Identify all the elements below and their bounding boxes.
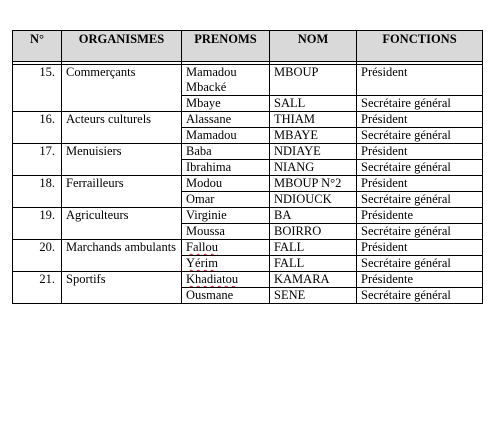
table-row xyxy=(13,240,483,256)
prenom-cell: Mamadou Mbacké xyxy=(182,65,270,96)
prenom-text: Yérim xyxy=(186,256,218,270)
prenom-cell: Mamadou xyxy=(182,128,270,144)
fonction-cell: Président xyxy=(357,65,483,96)
fonction-cell: Secrétaire général xyxy=(357,96,483,112)
nom-cell: MBAYE xyxy=(270,128,357,144)
fonction-cell: Secrétaire général xyxy=(357,160,483,176)
organisme-cell: Sportifs xyxy=(62,272,182,304)
table-row xyxy=(13,208,483,224)
prenom-cell xyxy=(182,256,270,272)
nom-cell: NDIAYE xyxy=(270,144,357,160)
nom-cell: NDIOUCK xyxy=(270,192,357,208)
prenom-cell: Modou xyxy=(182,176,270,192)
fonction-cell: Secrétaire général xyxy=(357,128,483,144)
nom-cell: FALL xyxy=(270,240,357,256)
prenom-cell: Omar xyxy=(182,192,270,208)
nom-cell: MBOUP N°2 xyxy=(270,176,357,192)
organisme-cell: Acteurs culturels xyxy=(62,112,182,144)
organisme-cell: Marchands ambulants xyxy=(62,240,182,272)
prenom-cell: Virginie xyxy=(182,208,270,224)
table-row xyxy=(13,272,483,288)
table-header xyxy=(13,31,483,62)
row-number: 21. xyxy=(13,272,62,304)
organisme-cell: Ferrailleurs xyxy=(62,176,182,208)
fonction-cell: Président xyxy=(357,240,483,256)
prenom-cell: Alassane xyxy=(182,112,270,128)
organisme-cell: Menuisiers xyxy=(62,144,182,176)
prenom-text: Khadiatou xyxy=(186,272,239,286)
row-number: 20. xyxy=(13,240,62,272)
prenom-cell: Mbaye xyxy=(182,96,270,112)
table-row xyxy=(13,144,483,160)
prenom-cell xyxy=(182,272,270,288)
nom-cell: THIAM xyxy=(270,112,357,128)
fonction-cell: Président xyxy=(357,112,483,128)
organisme-cell: Agriculteurs xyxy=(62,208,182,240)
nom-cell: FALL xyxy=(270,256,357,272)
fonction-cell: Présidente xyxy=(357,208,483,224)
fonction-cell: Présidente xyxy=(357,272,483,288)
header-organismes: ORGANISMES xyxy=(62,31,182,62)
prenom-cell xyxy=(182,240,270,256)
fonction-cell: Secrétaire général xyxy=(357,256,483,272)
organisme-cell: Commerçants xyxy=(62,65,182,112)
header-nom: NOM xyxy=(270,31,357,62)
header-row xyxy=(13,31,483,62)
table-body xyxy=(13,62,483,304)
nom-cell: SALL xyxy=(270,96,357,112)
prenom-cell: Moussa xyxy=(182,224,270,240)
table-row xyxy=(13,176,483,192)
fonction-cell: Président xyxy=(357,144,483,160)
nom-cell: KAMARA xyxy=(270,272,357,288)
nom-cell: BOIRRO xyxy=(270,224,357,240)
row-number: 18. xyxy=(13,176,62,208)
nom-cell: NIANG xyxy=(270,160,357,176)
prenom-text: Fallou xyxy=(186,240,218,254)
nom-cell: BA xyxy=(270,208,357,224)
row-number: 19. xyxy=(13,208,62,240)
header-fonctions: FONCTIONS xyxy=(357,31,483,62)
table-row xyxy=(13,65,483,96)
row-number: 16. xyxy=(13,112,62,144)
row-number: 15. xyxy=(13,65,62,112)
header-prenoms: PRENOMS xyxy=(182,31,270,62)
prenom-cell: Ibrahima xyxy=(182,160,270,176)
fonction-cell: Secrétaire général xyxy=(357,288,483,304)
row-number: 17. xyxy=(13,144,62,176)
fonction-cell: Secrétaire général xyxy=(357,192,483,208)
prenom-cell: Baba xyxy=(182,144,270,160)
organizations-table xyxy=(12,30,483,304)
nom-cell: MBOUP xyxy=(270,65,357,96)
prenom-cell: Ousmane xyxy=(182,288,270,304)
fonction-cell: Président xyxy=(357,176,483,192)
fonction-cell: Secrétaire général xyxy=(357,224,483,240)
table-row xyxy=(13,112,483,128)
header-num: N° xyxy=(13,31,62,62)
nom-cell: SENE xyxy=(270,288,357,304)
